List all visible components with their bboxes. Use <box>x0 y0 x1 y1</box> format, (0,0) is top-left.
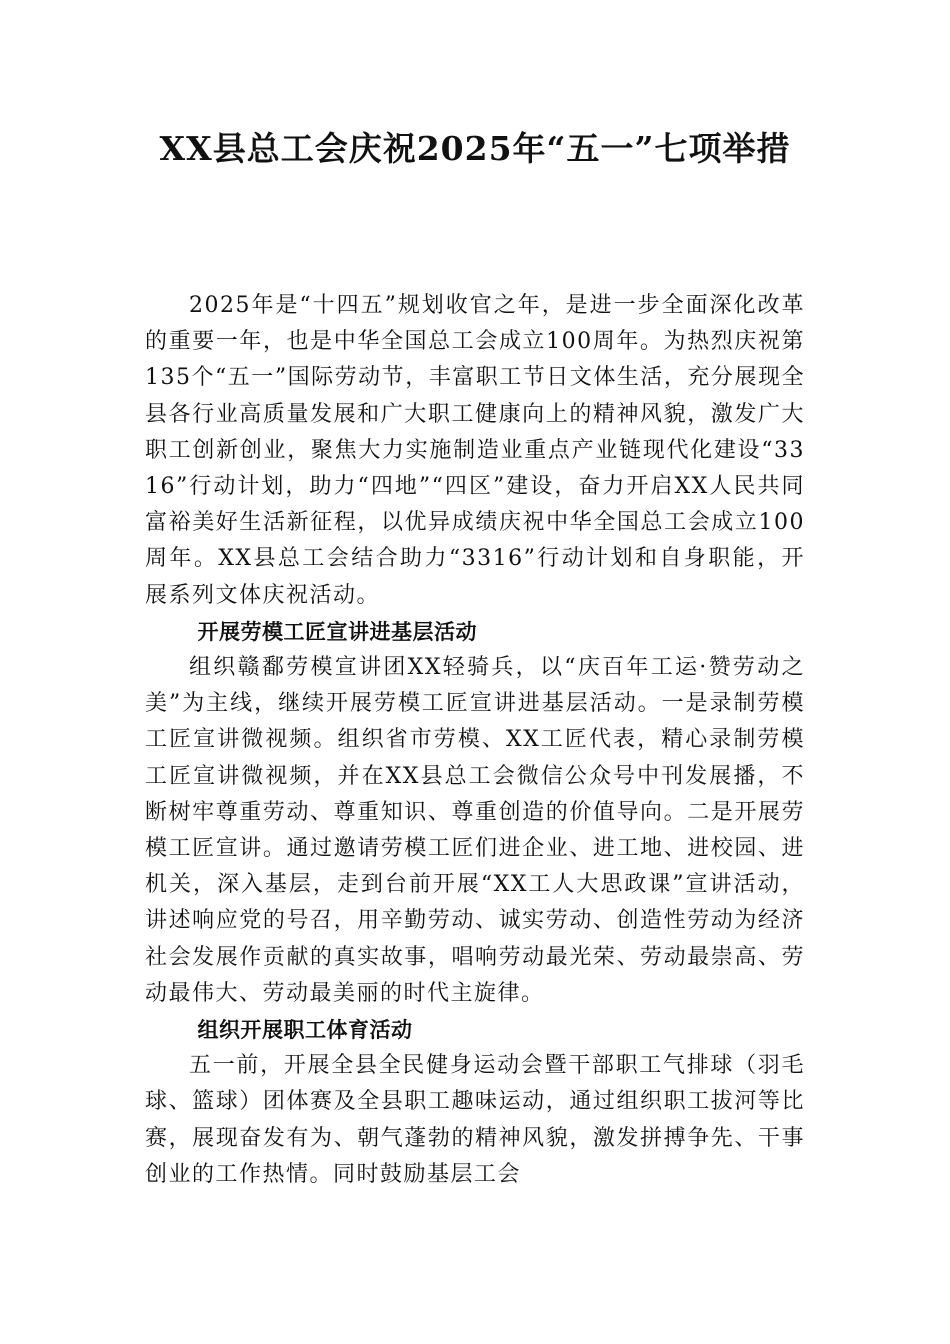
section-paragraph-model-worker-lectures: 组织赣鄱劳模宣讲团XX轻骑兵，以“庆百年工运·赞劳动之美”为主线，继续开展劳模工匠宣讲进基层活动。一是录制劳模工匠宣讲微视频。组织省市劳模、XX工匠代表，精心录制劳模工匠宣讲微视频，并在XX县总工会微信公众号中刊发展播，不断树牢尊重劳动、尊重知识、尊重创造的价值导向。二是开展劳模工匠宣讲。通过邀请劳模工匠们进企业、进工地、进校园、进机关，深入基层，走到台前开展“XX工人大思政课”宣讲活动，讲述响应党的号召，用辛勤劳动、诚实劳动、创造性劳动为经济社会发展作贡献的真实故事，唱响劳动最光荣、劳动最崇高、劳动最伟大、劳动最美丽的时代主旋律。 <box>145 655 805 1006</box>
intro-paragraph: 2025年是“十四五”规划收官之年，是进一步全面深化改革的重要一年，也是中华全国总工会成立100周年。为热烈庆祝第135个“五一”国际劳动节，丰富职工节日文体生活，充分展现全县各行业高质量发展和广大职工健康向上的精神风貌，激发广大职工创新创业，聚焦大力实施制造业重点产业链现代化建设“3316”行动计划，助力“四地”“四区”建设，奋力开启XX人民共同富裕美好生活新征程，以优异成绩庆祝中华全国总工会成立100周年。XX县总工会结合助力“3316”行动计划和自身职能，开展系列文体庆祝活动。 <box>145 293 805 608</box>
section-paragraph-sports-activities: 五一前，开展全县全民健身运动会暨干部职工气排球（羽毛球、篮球）团体赛及全县职工趣味运动，通过组织职工拔河等比赛，展现奋发有为、朝气蓬勃的精神风貌，激发拼搏争先、干事创业的工作热情。同时鼓励基层工会 <box>145 1053 805 1187</box>
section-heading-model-worker-lectures: 开展劳模工匠宣讲进基层活动 <box>197 619 477 644</box>
section-heading-sports-activities: 组织开展职工体育活动 <box>197 1018 413 1043</box>
document-body <box>145 288 805 1193</box>
document-title: XX县总工会庆祝2025年“五一”七项举措 <box>159 129 791 168</box>
